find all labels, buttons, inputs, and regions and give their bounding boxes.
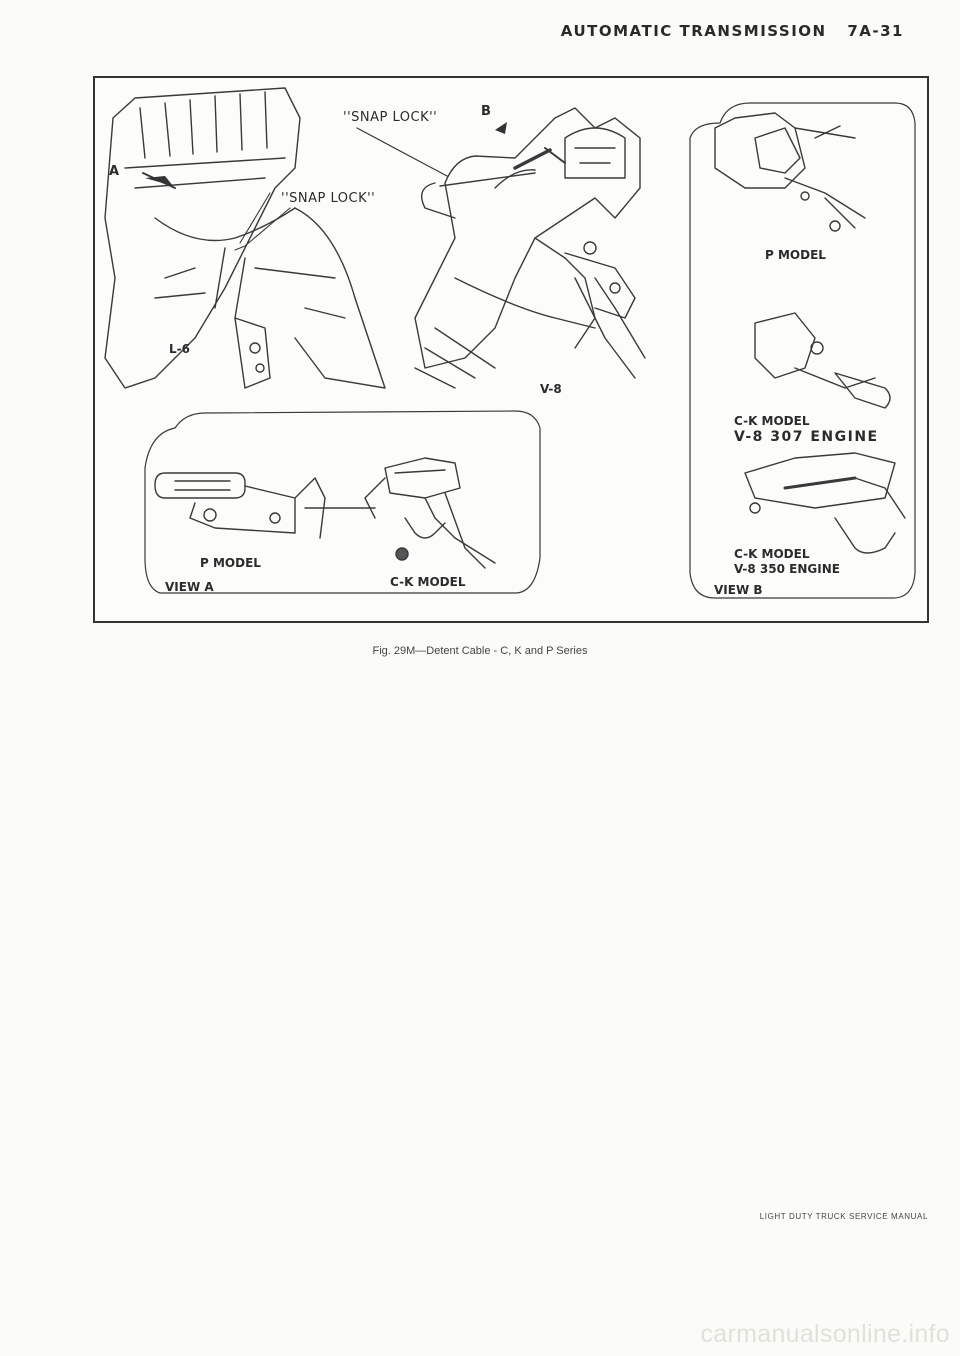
p-model-view-a-label: P MODEL <box>200 556 261 570</box>
view-b-ck-350-drawing <box>745 453 905 553</box>
figure-illustration <box>95 78 927 621</box>
figure-frame <box>93 76 929 623</box>
ck-model-307-label: C-K MODEL <box>734 414 810 428</box>
section-title: AUTOMATIC TRANSMISSION <box>560 22 827 40</box>
ck-model-350-label: C-K MODEL <box>734 547 810 561</box>
view-b-label: VIEW B <box>714 583 763 597</box>
v8-307-engine-label: V-8 307 ENGINE <box>734 429 879 445</box>
v8-label: V-8 <box>540 382 562 396</box>
callout-a-label: A <box>109 164 120 179</box>
site-watermark: carmanualsonline.info <box>700 1320 950 1348</box>
view-a-label: VIEW A <box>165 580 214 594</box>
manual-footer: LIGHT DUTY TRUCK SERVICE MANUAL <box>759 1212 928 1221</box>
view-a-p-model-drawing <box>155 473 375 538</box>
view-b-ck-307-drawing <box>755 313 890 408</box>
callout-b-label: B <box>481 104 491 119</box>
view-b-p-model-drawing <box>715 113 865 231</box>
v8-engine-drawing <box>415 108 645 388</box>
page-header <box>561 22 904 40</box>
l6-engine-drawing <box>105 88 385 388</box>
v8-350-engine-label: V-8 350 ENGINE <box>734 562 840 576</box>
page-number: 7A-31 <box>847 22 904 40</box>
l6-label: L-6 <box>169 342 190 356</box>
snap-lock-label-mid: ''SNAP LOCK'' <box>281 191 376 206</box>
figure-caption: Fig. 29M—Detent Cable - C, K and P Series <box>372 645 588 657</box>
view-b-frame <box>690 103 915 598</box>
ck-model-view-a-label: C-K MODEL <box>390 575 466 589</box>
view-a-ck-model-drawing <box>365 458 495 568</box>
p-model-right-label: P MODEL <box>765 248 826 262</box>
snap-lock-label-top: ''SNAP LOCK'' <box>343 110 438 125</box>
